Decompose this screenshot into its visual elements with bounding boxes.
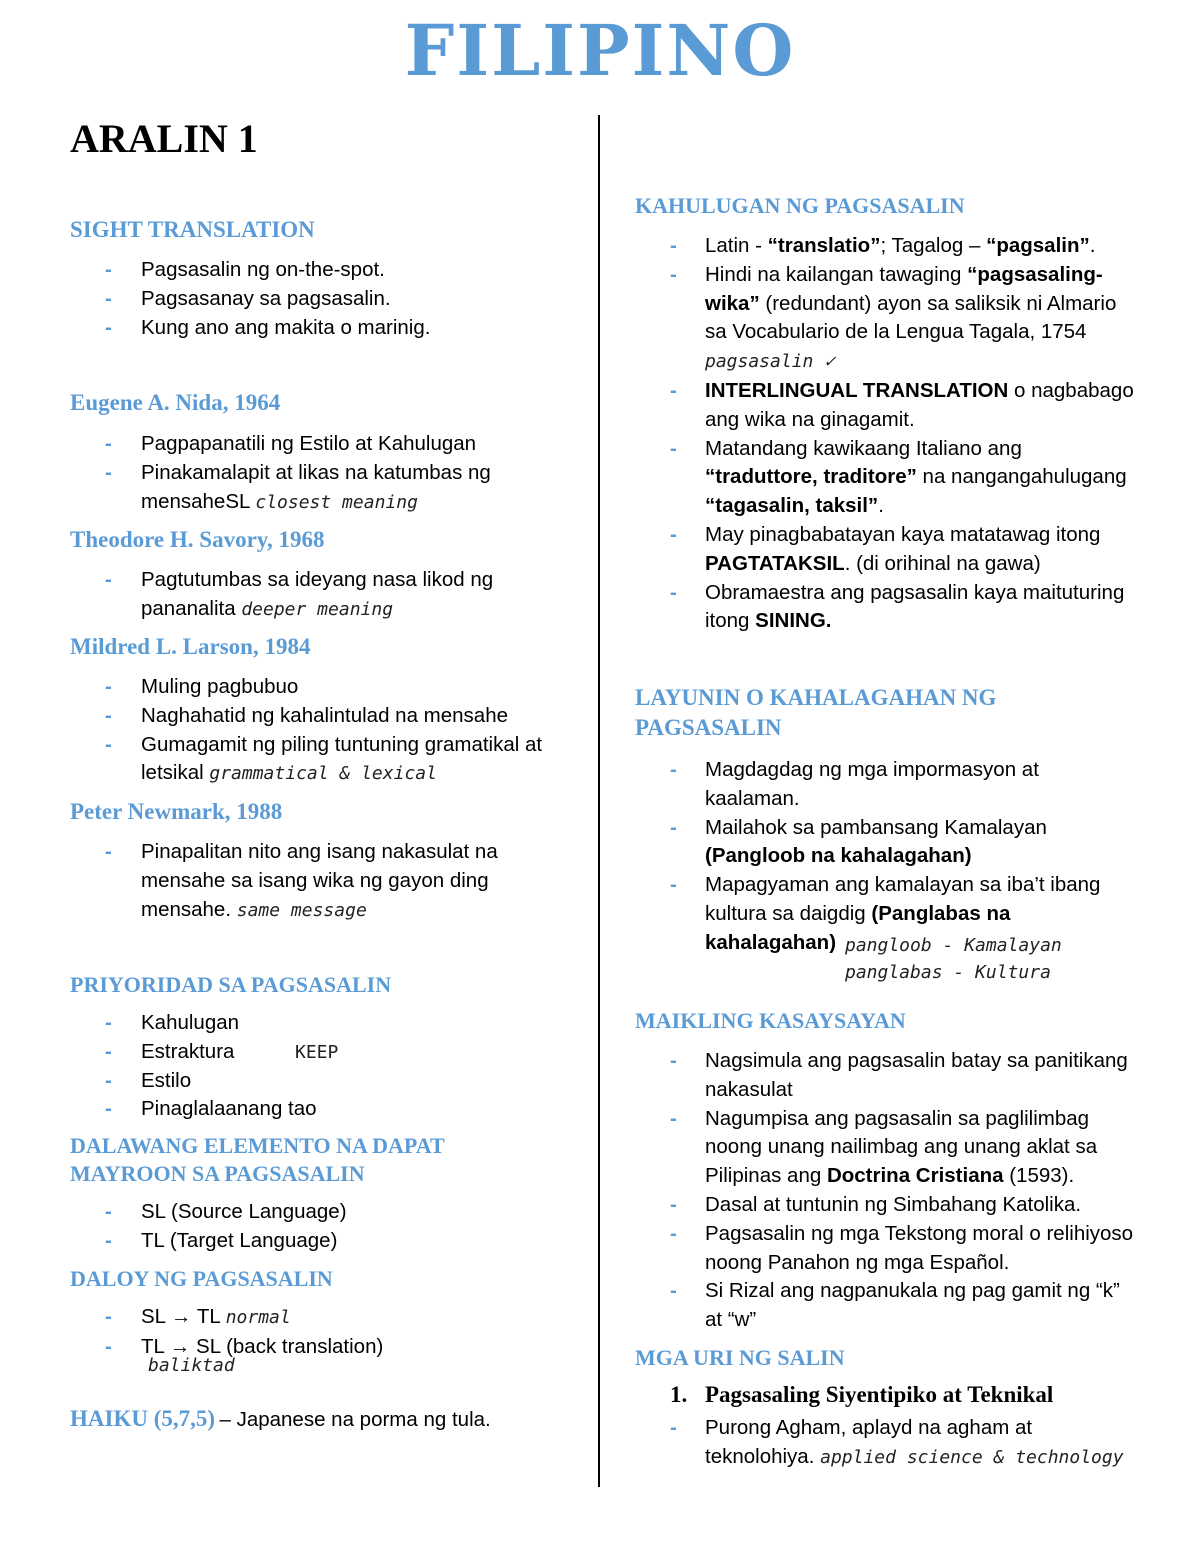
layunin-heading-line1: LAYUNIN O KAHALAGAHAN NG xyxy=(635,685,997,710)
savory-heading: Theodore H. Savory, 1968 xyxy=(70,527,325,552)
list-item-text: Pagtutumbas sa ideyang nasa likod ng pananalita xyxy=(141,568,494,620)
list-item: - TL → SL (back translation) xyxy=(70,1333,550,1362)
kahulugan-heading: KAHULUGAN NG PAGSASALIN xyxy=(635,193,965,218)
newmark-list xyxy=(70,838,550,925)
list-item-text: Pinakamalapit at likas na katumbas ng mensaheSL xyxy=(141,460,491,513)
numbered-item xyxy=(670,1382,1053,1408)
list-item: - Pagpapanatili ng Estilo at Kahulugan xyxy=(70,430,570,459)
list-item-text: Purong Agham, aplayd na agham at teknolohiya. xyxy=(705,1416,1033,1468)
bold-term: (Panglabas na kahalagahan) xyxy=(705,901,1011,954)
list-item xyxy=(70,731,580,790)
bold-term: INTERLINGUAL TRANSLATION xyxy=(705,378,1009,402)
list-item: - Pagsasalin ng mga Tekstong moral o relihiyoso noong Panahon ng mga Español. xyxy=(635,1220,1135,1278)
handwritten-note: closest meaning xyxy=(255,491,418,513)
item-number: 1. xyxy=(670,1382,688,1407)
larson-list xyxy=(70,673,580,789)
text: Latin - xyxy=(705,234,768,257)
text: Mailahok sa pambansang Kamalayan xyxy=(705,815,1047,839)
list-item xyxy=(635,579,1140,637)
list-item xyxy=(70,459,570,518)
text: o nagbabago ang wika na ginagamit. xyxy=(705,378,1134,431)
list-item xyxy=(635,1414,1145,1473)
bold-term: “translatio” xyxy=(767,234,881,257)
uri-list xyxy=(635,1414,1145,1473)
list-item: - Pagsasanay sa pagsasalin. xyxy=(70,285,590,314)
list-item: - Naghahatid ng kahalintulad na mensahe xyxy=(70,702,580,731)
newmark-heading: Peter Newmark, 1988 xyxy=(70,799,283,824)
list-item-text: Pinapalitan nito ang isang nakasulat na mensahe sa isang wika ng gayon ding mensahe. xyxy=(141,840,498,921)
handwritten-note: panglabas - Kultura xyxy=(845,962,1051,983)
kahulugan-list xyxy=(635,232,1140,636)
nida-heading: Eugene A. Nida, 1964 xyxy=(70,390,281,415)
text: Hindi na kailangan tawaging xyxy=(705,262,968,286)
handwritten-note: deeper meaning xyxy=(241,598,394,620)
column-divider xyxy=(598,115,600,1487)
larson-heading: Mildred L. Larson, 1984 xyxy=(70,634,311,659)
page-title: FILIPINO xyxy=(404,9,796,92)
list-item xyxy=(70,566,540,625)
handwritten-note: applied science & technology xyxy=(820,1446,1124,1468)
handwritten-note: baliktad xyxy=(148,1355,235,1376)
kasaysayan-list xyxy=(635,1047,1135,1335)
text: Mapagyaman ang kamalayan sa iba’t ibang kultura sa daigdig xyxy=(705,873,1101,925)
text: . (di orihinal na gawa) xyxy=(844,551,1041,575)
bold-term: “traduttore, traditore” xyxy=(705,465,917,489)
list-item: - Nagsimula ang pagsasalin batay sa panitikang nakasulat xyxy=(635,1047,1135,1105)
list-item: - Kahulugan xyxy=(70,1009,550,1038)
list-item: - Magdagdag ng mga impormasyon at kaalaman. xyxy=(635,756,1130,814)
layunin-list xyxy=(635,756,1130,958)
item-title: Pagsasaling Siyentipiko at Teknikal xyxy=(705,1382,1054,1407)
nida-list xyxy=(70,430,570,517)
haiku-heading: HAIKU (5,7,5) xyxy=(70,1406,216,1431)
text: Nagumpisa ang pagsasalin sa paglilimbag noong unang nailimbag ang unang aklat sa Pilipinas ang xyxy=(705,1106,1098,1188)
bold-term: “pagsalin” xyxy=(986,234,1090,257)
handwritten-note: grammatical & lexical xyxy=(209,763,437,785)
text: ; Tagalog – xyxy=(880,234,987,257)
text: May pinagbabatayan kaya matatawag itong xyxy=(705,522,1101,546)
priority-list xyxy=(70,1009,550,1124)
list-item xyxy=(635,814,1130,872)
list-item: - Si Rizal ang nagpanukala ng pag gamit ng “k” at “w” xyxy=(635,1277,1135,1335)
list-item: - Estilo xyxy=(70,1067,550,1096)
handwritten-note: KEEP xyxy=(295,1042,339,1063)
bold-term: SINING. xyxy=(755,609,832,633)
list-item: - Estraktura xyxy=(70,1038,550,1067)
handwritten-note: pagsasalin ✓ xyxy=(705,351,836,373)
text: na nangangahulugang xyxy=(916,465,1127,489)
text: (1593). xyxy=(1003,1164,1075,1188)
list-item: - TL (Target Language) xyxy=(70,1227,550,1256)
list-item xyxy=(635,521,1140,579)
list-item: - Dasal at tuntunin ng Simbahang Katolika. xyxy=(635,1191,1135,1220)
elements-list xyxy=(70,1198,550,1256)
daloy-list xyxy=(70,1303,550,1362)
savory-list xyxy=(70,566,540,625)
list-item: - Pagsasalin ng on-the-spot. xyxy=(70,256,590,285)
handwritten-note: same message xyxy=(236,899,367,921)
handwritten-note: pangloob - Kamalayan xyxy=(845,935,1062,956)
list-item-text: Gumagamit ng piling tuntuning gramatikal at letsikal xyxy=(141,732,543,785)
list-item xyxy=(70,838,550,925)
list-item xyxy=(635,1105,1135,1191)
elements-heading-line1: DALAWANG ELEMENTO NA DAPAT xyxy=(70,1133,445,1158)
list-item xyxy=(70,1303,550,1333)
handwritten-note: normal xyxy=(225,1307,291,1328)
text: (redundant) ayon sa saliksik ni Almario sa Vocabulario de la Lengua Tagala, 1754 xyxy=(705,291,1117,344)
text: . xyxy=(878,494,884,518)
list-item xyxy=(635,232,1140,261)
list-item: - Muling pagbubuo xyxy=(70,673,580,702)
text: Obramaestra ang pagsasalin kaya maituturing itong xyxy=(705,580,1125,633)
bold-term: “pagsasaling-wika” xyxy=(705,262,1103,315)
lesson-heading: ARALIN 1 xyxy=(70,116,258,161)
haiku-line xyxy=(70,1406,491,1432)
priority-heading: PRIYORIDAD SA PAGSASALIN xyxy=(70,972,392,997)
text: . xyxy=(1089,234,1096,257)
bold-term: Doctrina Cristiana xyxy=(826,1164,1004,1188)
uri-heading: MGA URI NG SALIN xyxy=(635,1345,845,1370)
list-item: - Pinaglalaanang tao xyxy=(70,1095,550,1124)
sight-translation-heading: SIGHT TRANSLATION xyxy=(70,217,315,242)
elements-heading-line2: MAYROON SA PAGSASALIN xyxy=(70,1161,365,1186)
bold-term: PAGTATAKSIL xyxy=(705,551,845,575)
layunin-heading-line2: PAGSASALIN xyxy=(635,715,782,740)
list-item: - SL (Source Language) xyxy=(70,1198,550,1227)
kasaysayan-heading: MAIKLING KASAYSAYAN xyxy=(635,1008,906,1033)
text: Matandang kawikaang Italiano ang xyxy=(705,436,1022,460)
list-item: - Kung ano ang makita o marinig. xyxy=(70,314,590,343)
bold-term: (Pangloob na kahalagahan) xyxy=(705,844,972,868)
list-item-text: SL → TL xyxy=(141,1305,220,1328)
sight-translation-list xyxy=(70,256,590,342)
haiku-text: – Japanese na porma ng tula. xyxy=(219,1408,491,1431)
daloy-heading: DALOY NG PAGSASALIN xyxy=(70,1266,333,1291)
list-item xyxy=(635,435,1140,521)
bold-term: “tagasalin, taksil” xyxy=(705,494,879,518)
list-item xyxy=(635,261,1140,377)
list-item xyxy=(635,377,1140,435)
